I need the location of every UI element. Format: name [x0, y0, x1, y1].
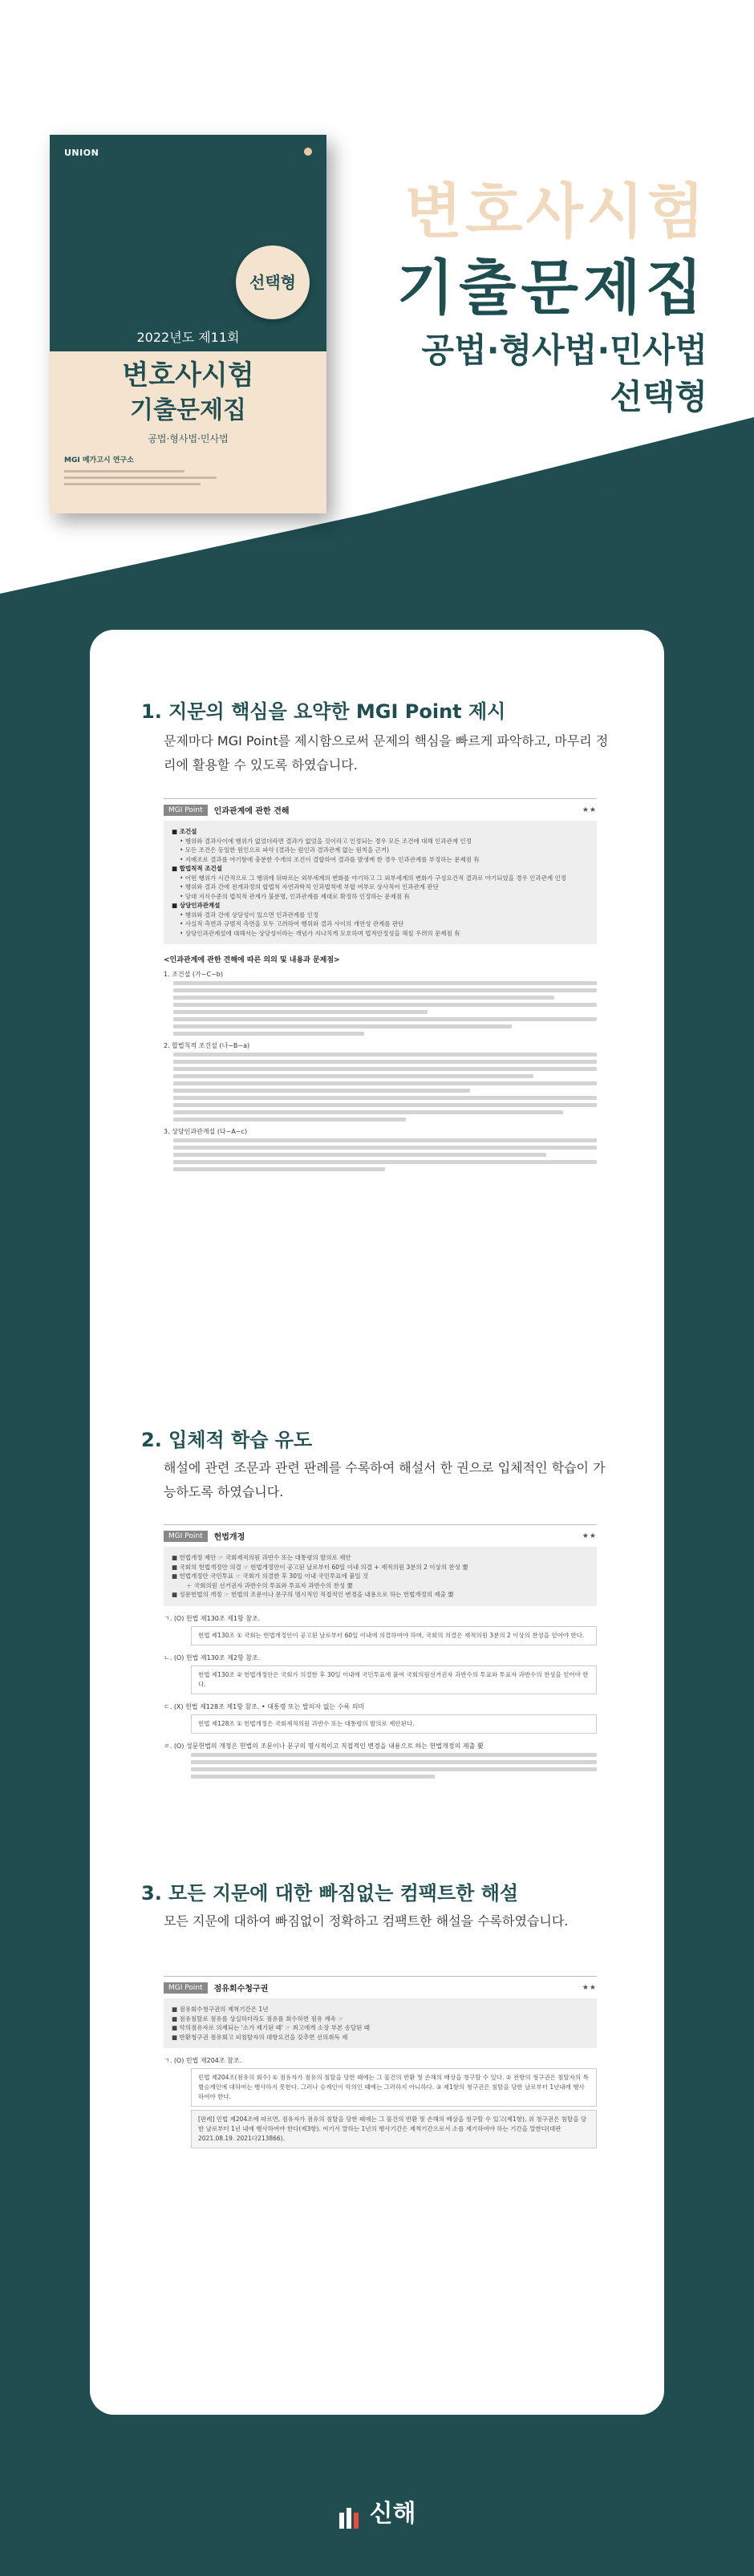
box-line: • 지배조로 결과를 야기함에 충분한 수개의 조건이 결합하여 결과를 발생케 한 경우 인과관계를 부정하는 문제점 有: [180, 855, 480, 863]
precedent-box: [판례] 민법 제204조에 따르면, 점유자가 점유의 침탈을 당한 때에는 그 물건의 반환 및 손해의 배상을 청구할 수 있고(제1항), 위 청구권은 침탈을 당한 날로부터 1년 내에 행사하여야 한다(제3항). 여기서 말하는 1년의 행사기간은 제척기간으로서 소를 제기하여야 하는 기간을 말한다(대판 2021.08.19. 2021다213866).: [191, 2110, 597, 2148]
hero-title-1: 변호사시험: [404, 177, 707, 246]
book-blurb-lines: [64, 470, 225, 489]
section-1-desc: 문제마다 MGI Point를 제시함으로써 문제의 핵심을 빠르게 파악하고, 마무리 정리에 활용할 수 있도록 하였습니다.: [164, 733, 609, 773]
answer-item: ㄹ. (O) 성문헌법의 개정은 헌법의 조문이나 문구의 명시적이고 직접적인 변경을 내용으로 하는 헌법개정의 제출 要: [164, 1742, 484, 1750]
book-author: MGI 메가고시 연구소: [64, 456, 134, 464]
box-line: • 모든 조건은 동일한 원인으로 파악 (결과는 원인과 결과관계 없는 원칙을 근거): [180, 846, 390, 854]
box-line: ■ 헌법개정 제안 ☞ 국회재적의원 과반수 또는 대통령의 발의로 제안: [172, 1554, 351, 1561]
section-3-desc: 모든 지문에 대하여 빠짐없이 정확하고 컴팩트한 해설을 수록하였습니다.: [164, 1913, 569, 1929]
body-title: <인과관계에 관한 견해에 따른 의의 및 내용과 문제점>: [164, 956, 340, 964]
body-text-lines: [164, 1753, 597, 1779]
hero-title-2: 기출문제집: [396, 254, 707, 323]
box-line: • 사실적 측면과 규범적 측면을 모두 고려하여 행위와 결과 사이의 개연성 관계를 판단: [180, 920, 404, 927]
answer-item: ㄱ. (O) 민법 제204조 참조.: [164, 2057, 242, 2064]
book-brand: UNION: [64, 148, 99, 158]
law-box: 헌법 제130조 ② 헌법개정안은 국회가 의결한 후 30일 이내에 국민투표에 붙여 국회의원선거권자 과반수의 투표와 투표자 과반수의 찬성을 얻어야 한다.: [191, 1665, 597, 1694]
book-badge: 선택형: [236, 245, 310, 319]
book-cover-top: [50, 135, 326, 351]
section-1-panel: [164, 798, 597, 1174]
hero-section: [0, 0, 754, 610]
mgi-point-box: [164, 1998, 597, 2048]
book-cover: [50, 135, 326, 513]
body-text-lines: [164, 1138, 597, 1171]
mgi-point-tag: MGI Point: [164, 1531, 208, 1542]
panel-stars: ★★: [582, 805, 597, 814]
body-heading: 3. 상당인과관계설 (다~A~c): [164, 1128, 248, 1135]
panel-header: [164, 804, 597, 816]
box-line: ■ 악의점유자로 의제되는 '소가 제기된 때' ☞ 최고에게 소장 부본 송달된 때: [172, 2024, 371, 2031]
section-3-title: 3. 모든 지문에 대한 빠짐없는 컴팩트한 해설: [141, 1882, 519, 1905]
publisher-logo: [0, 2493, 754, 2530]
body-text-lines: [164, 981, 597, 1036]
book-logo-mark: [304, 148, 312, 156]
answer-item: ㄴ. (O) 헌법 제130조 제2항 참조.: [164, 1653, 261, 1661]
box-line: • 행위와 결과 간에 상당성이 있으면 인과관계를 인정: [180, 911, 319, 919]
hero-institute: MGI 메가고시 연구소: [554, 496, 707, 511]
box-line: ■ 반환청구권 점유회고 피침탈자의 대항요건을 갖추면 선의취득 제: [172, 2033, 348, 2041]
section-1-title: 1. 지문의 핵심을 요약한 MGI Point 제시: [141, 700, 506, 723]
box-line: • 어떤 행위가 시간적으로 그 행위에 뒤따르는 외부세계의 변화를 야기하고 그 외부세계의 변화가 구성요건적 결과로 야기되었을 경우 인과관계 인정: [180, 874, 567, 882]
publisher-logo-icon: [338, 2506, 365, 2530]
panel-header: [164, 1530, 597, 1542]
section-2-title: 2. 입체적 학습 유도: [141, 1429, 313, 1451]
section-2-desc: 해설에 관련 조문과 관련 판례를 수록하여 해설서 한 권으로 입체적인 학습이 가능하도록 하였습니다.: [164, 1460, 606, 1499]
mgi-point-tag: MGI Point: [164, 1982, 208, 1994]
book-title-1: 변호사시험: [122, 359, 254, 391]
mgi-point-box: [164, 821, 597, 944]
hero-subtitle-1: 공법·형사법·민사법: [421, 331, 707, 370]
mgi-point-tag: MGI Point: [164, 805, 208, 816]
box-line: ■ 헌법개정안 국민투표 ☞ 국회가 의결한 후 30일 이내 국민투표에 붙일 것: [172, 1572, 369, 1580]
section-2-panel: [164, 1524, 597, 1782]
box-line: ■ 국회의 헌법개정안 의결 ☞ 헌법개정안이 공고된 날로부터 60일 이내 의결 + 재적의원 3분의 2 이상의 찬성 要: [172, 1563, 468, 1571]
box-line: ■ 상당인과관계설: [172, 902, 221, 909]
answer-item: ㄷ. (X) 헌법 제128조 제1항 참조. • 대통령 또는 발의자 없는 수록 의미: [164, 1702, 365, 1710]
box-line: ■ 조건설: [172, 828, 197, 835]
box-line: • 행위와 결과사이에 행위가 없었더라면 결과가 없었을 것이라고 인정되는 경우 모든 조건에 대해 인과관계 인정: [180, 837, 472, 845]
law-box: 헌법 제128조 ① 헌법개정은 국회재적의원 과반수 또는 대통령의 발의로 제안된다.: [191, 1714, 597, 1734]
panel-stars: ★★: [582, 1531, 597, 1540]
content-card: [90, 630, 664, 2415]
book-year: 2022년도 제11회: [136, 330, 240, 345]
box-line: • 상당인과관계설에 대해서는 상당성이라는 개념가 지나치게 모호하며 법적안정성을 해칠 우려의 문제점 有: [180, 929, 460, 937]
panel-title: 헌법개정: [213, 1533, 245, 1542]
publisher-logo-text: 신해: [369, 2500, 416, 2528]
body-text-lines: [164, 1053, 597, 1122]
box-line: ■ 합법칙적 조건설: [172, 865, 223, 872]
body-heading: 1. 조건설 (가~C~b): [164, 971, 223, 978]
law-box: 민법 제204조(점유의 회수) ① 점유자가 점유의 침탈을 당한 때에는 그 물건의 반환 및 손해의 배상을 청구할 수 있다. ② 전항의 청구권은 침탈자의 특별승계인에 대하여는 행사하지 못한다. 그러나 승계인이 악의인 때에는 그러하지 아니하다. ③ 제1항의 청구권은 침탈을 당한 날로부터 1년내에 행사하여야 한다.: [191, 2068, 597, 2107]
book-subtitle: 공법·형사법·민사법: [148, 433, 229, 444]
panel-title: 인과관계에 관한 견해: [213, 807, 290, 816]
panel-stars: ★★: [582, 1983, 597, 1992]
body-heading: 2. 합법칙적 조건설 (나~B~a): [164, 1042, 250, 1049]
section-3-panel: [164, 1976, 597, 2148]
box-line: ＋ 국회의원 선거권자 과반수의 투표와 투표자 과반수의 찬성 要: [186, 1581, 353, 1589]
hero-subtitle-2: 선택형: [610, 377, 707, 416]
book-title-2: 기출문제집: [130, 396, 246, 424]
box-line: ■ 성문헌법의 개정 ☞ 헌법의 조문이나 문구의 명시적인 직접적인 변경을 내용으로 하는 헌법개정의 제출 要: [172, 1591, 454, 1598]
law-box: 헌법 제130조 ① 국회는 헌법개정안이 공고된 날로부터 60일 이내에 의결하여야 하며, 국회의 의결은 재적의원 3분의 2 이상의 찬성을 얻어야 한다.: [191, 1626, 597, 1645]
box-line: ■ 점유회수청구권의 제척기간은 1년: [172, 2006, 269, 2013]
mgi-point-box: [164, 1547, 597, 1606]
answer-item: ㄱ. (O) 헌법 제130조 제1항 참조.: [164, 1614, 261, 1622]
box-line: • 행위와 결과 간에 전개과정의 합법칙 자연과학적 인과법칙에 부합 여부로 상사적어 인과관계 판단: [180, 883, 439, 890]
panel-title: 점유회수청구권: [213, 1985, 269, 1994]
box-line: ■ 점유침탈로 점유를 상실하더라도 점유를 회수하면 점유 계속 ☞: [172, 2014, 344, 2022]
panel-header: [164, 1982, 597, 1994]
box-line: • 당대 지식수준의 법칙적 관계가 불분명, 인과관계를 제대로 확정하 인정하는 문제점 有: [180, 892, 410, 900]
